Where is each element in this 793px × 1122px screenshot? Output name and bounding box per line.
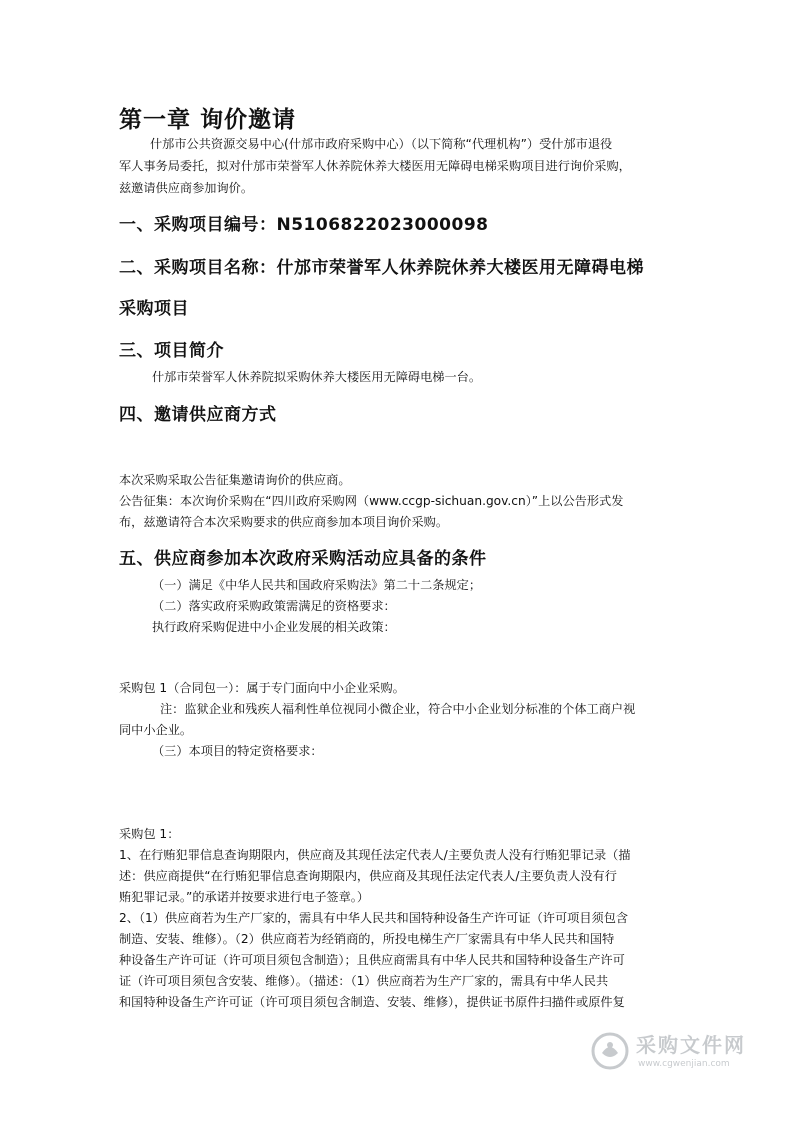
- req-2-line-4: 证（许可项目须包含安装、维修）。（描述：（1）供应商若为生产厂家的，需具有中华人民共: [119, 974, 609, 988]
- section-1-heading: 一、采购项目编号：N5106822023000098: [119, 215, 489, 235]
- note-line-1: 注：监狱企业和残疾人福利性单位视同小微企业，符合中小企业划分标准的个体工商户视: [160, 702, 636, 716]
- section-5-item-3: 执行政府采购促进中小企业发展的相关政策：: [152, 620, 396, 634]
- req-2-line-5: 和国特种设备生产许可证（许可项目须包含制造、安装、维修），提供证书原件扫描件或原件复: [119, 995, 625, 1009]
- section-4-line-3: 布，兹邀请符合本次采购要求的供应商参加本项目询价采购。: [119, 515, 449, 529]
- chapter-title: 第一章 询价邀请: [119, 106, 297, 133]
- req-2-line-1: 2、（1）供应商若为生产厂家的，需具有中华人民共和国特种设备生产许可证（许可项目须包含: [119, 911, 629, 925]
- req-1-line-2: 述：供应商提供“在行贿犯罪信息查询期限内，供应商及其现任法定代表人/主要负责人没有行: [119, 869, 617, 883]
- section-4-line-2: 公告征集：本次询价采购在“四川政府采购网（www.ccgp-sichuan.gov.cn）”上以公告形式发: [119, 494, 624, 508]
- watermark-title: 采购文件网: [636, 1033, 746, 1057]
- section-4-heading: 四、邀请供应商方式: [119, 405, 277, 425]
- section-5-item-1: （一）满足《中华人民共和国政府采购法》第二十二条规定；: [152, 578, 482, 592]
- note-line-2: 同中小企业。: [119, 723, 193, 737]
- intro-line-3: 兹邀请供应商参加询价。: [119, 181, 254, 195]
- item-3: （三）本项目的特定资格要求：: [152, 744, 323, 758]
- package-label: 采购包 1：: [119, 827, 180, 841]
- req-2-line-3: 种设备生产许可证（许可项目须包含制造）；且供应商需具有中华人民共和国特种设备生产许可: [119, 953, 625, 967]
- req-1-line-3: 贿犯罪记录。”的承诺并按要求进行电子签章。）: [119, 890, 370, 904]
- package-line: 采购包 1（合同包一）：属于专门面向中小企业采购。: [119, 681, 405, 695]
- intro-line-2: 军人事务局委托，拟对什邡市荣誉军人休养院休养大楼医用无障碍电梯采购项目进行询价采购，: [119, 159, 631, 173]
- section-2-heading: 二、采购项目名称：什邡市荣誉军人休养院休养大楼医用无障碍电梯: [119, 258, 644, 278]
- section-4-line-1: 本次采购采取公告征集邀请询价的供应商。: [119, 473, 351, 487]
- req-2-line-2: 制造、安装、维修）。（2）供应商若为经销商的，所投电梯生产厂家需具有中华人民共和国特: [119, 932, 615, 946]
- section-5-heading: 五、供应商参加本次政府采购活动应具备的条件: [119, 549, 487, 569]
- watermark-logo-icon: [590, 1031, 630, 1071]
- watermark-url: www.cgwenjian.com: [638, 1059, 730, 1069]
- intro-line-1: 什邡市公共资源交易中心(什邡市政府采购中心）（以下简称“代理机构”）受什邡市退役: [150, 137, 613, 151]
- section-5-item-2: （二）落实政府采购政策需满足的资格要求：: [152, 599, 396, 613]
- section-3-heading: 三、项目简介: [119, 341, 224, 361]
- section-3-text: 什邡市荣誉军人休养院拟采购休养大楼医用无障碍电梯一台。: [152, 370, 482, 384]
- section-2-heading-cont: 采购项目: [119, 299, 189, 319]
- watermark: [590, 1027, 770, 1079]
- req-1-line-1: 1、在行贿犯罪信息查询期限内，供应商及其现任法定代表人/主要负责人没有行贿犯罪记录（描: [119, 848, 631, 862]
